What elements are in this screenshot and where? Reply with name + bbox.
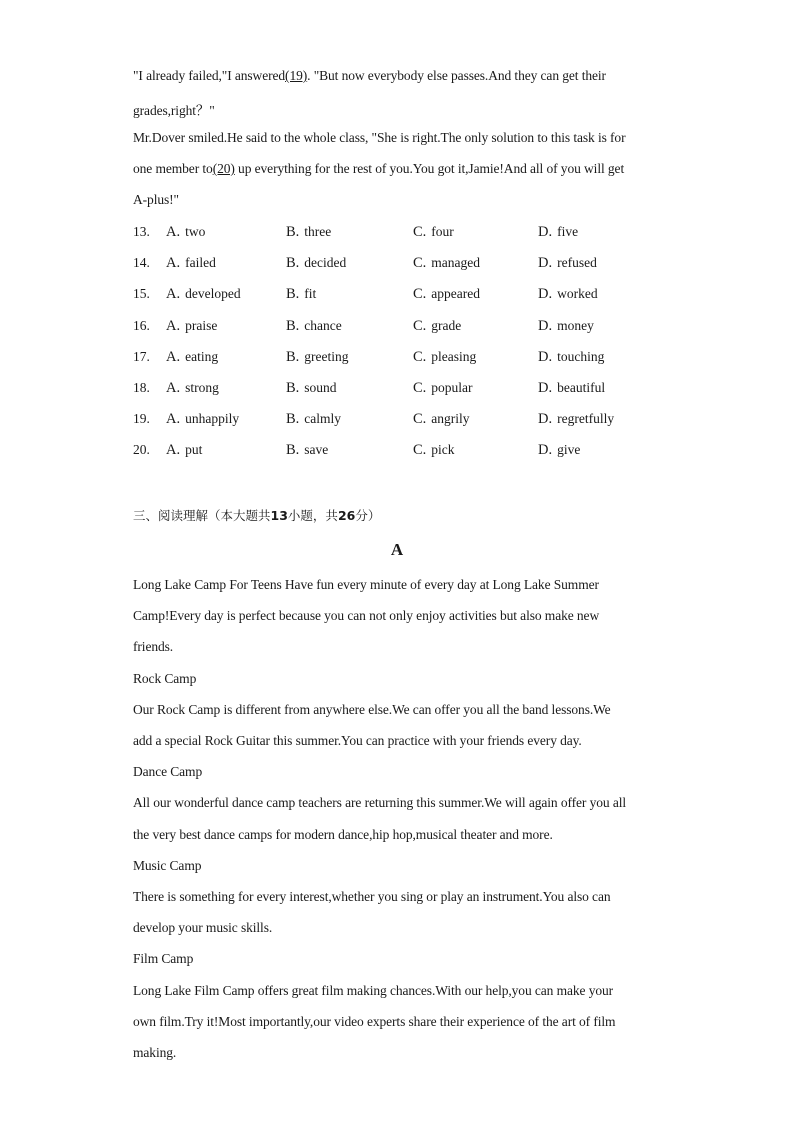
option-text: three	[304, 224, 332, 239]
answer-option[interactable]	[538, 380, 605, 397]
answer-option[interactable]	[413, 255, 480, 272]
option-text: appeared	[431, 286, 481, 302]
option-text: unhappily	[185, 411, 240, 427]
option-letter: B.	[286, 348, 300, 365]
passage-line: All our wonderful dance camp teachers are returning this summer.We will again offer you all	[133, 795, 627, 811]
option-letter: D.	[538, 224, 553, 240]
answer-option[interactable]	[166, 349, 218, 366]
question-number: 20.	[133, 442, 150, 458]
answer-option[interactable]	[286, 380, 337, 397]
answer-option[interactable]	[286, 411, 341, 428]
blank-19: (19)	[285, 68, 308, 83]
option-text: sound	[304, 380, 337, 395]
option-letter: C.	[413, 317, 427, 334]
option-letter: C.	[413, 380, 427, 396]
answer-option[interactable]	[538, 224, 578, 241]
story-text: "I already failed,"I answered	[133, 68, 286, 83]
option-letter: D.	[538, 348, 553, 365]
option-text: calmly	[304, 411, 342, 427]
story-line-2: grades,right？"	[133, 103, 215, 118]
option-text: four	[431, 224, 454, 239]
question-row	[133, 318, 663, 338]
option-letter: D.	[538, 317, 553, 334]
option-text: beautiful	[557, 380, 606, 395]
option-text: failed	[185, 255, 216, 271]
option-letter: A.	[166, 255, 181, 272]
option-letter: A.	[166, 286, 181, 303]
option-letter: B.	[286, 380, 300, 396]
answer-option[interactable]	[413, 380, 473, 397]
option-letter: C.	[413, 255, 427, 272]
passage-line: Dance Camp	[133, 764, 203, 780]
option-letter: B.	[286, 317, 300, 334]
section-count: 13	[270, 508, 288, 523]
passage-line: making.	[133, 1045, 177, 1060]
answer-option[interactable]	[286, 318, 342, 335]
answer-option[interactable]	[166, 286, 241, 303]
option-text: fit	[304, 286, 317, 302]
option-letter: B.	[286, 286, 300, 303]
option-letter: D.	[538, 411, 553, 428]
option-letter: C.	[413, 348, 427, 365]
answer-option[interactable]	[538, 255, 597, 272]
passage-line: There is something for every interest,whether you sing or play an instrument.You also can	[133, 889, 611, 904]
question-row	[133, 349, 663, 369]
option-text: five	[557, 224, 579, 239]
option-letter: A.	[166, 411, 181, 428]
passage-line: Rock Camp	[133, 670, 197, 686]
option-text: money	[557, 317, 594, 333]
option-text: two	[185, 224, 206, 239]
option-letter: D.	[538, 442, 553, 459]
option-letter: C.	[413, 411, 427, 428]
option-text: strong	[185, 380, 219, 395]
option-letter: C.	[413, 286, 427, 303]
story-text: one member to	[133, 161, 213, 176]
answer-option[interactable]	[166, 442, 202, 459]
question-number: 15.	[133, 286, 150, 302]
option-letter: B.	[286, 442, 300, 459]
answer-option[interactable]	[166, 224, 205, 241]
story-line-5: A-plus!"	[133, 192, 179, 207]
option-text: managed	[431, 255, 481, 271]
passage-line: friends.	[133, 639, 174, 655]
answer-option[interactable]	[166, 380, 219, 397]
question-row	[133, 411, 663, 431]
answer-option[interactable]	[413, 318, 461, 335]
passage-line: Our Rock Camp is different from anywhere else.We can offer you all the band lessons.We	[133, 701, 611, 717]
option-letter: A.	[166, 380, 181, 396]
option-text: chance	[304, 317, 342, 333]
section-title	[133, 506, 380, 524]
option-text: popular	[431, 380, 473, 395]
option-text: refused	[557, 255, 597, 271]
option-text: put	[185, 442, 203, 458]
answer-option[interactable]	[538, 349, 604, 366]
option-text: angrily	[431, 411, 470, 427]
answer-option[interactable]	[413, 286, 480, 303]
answer-option[interactable]	[538, 442, 580, 459]
passage-line: the very best dance camps for modern dance,hip hop,musical theater and more.	[133, 826, 553, 842]
answer-option[interactable]	[286, 349, 349, 366]
answer-option[interactable]	[286, 255, 346, 272]
passage-line: own film.Try it!Most importantly,our video experts share their experience of the art of film	[133, 1013, 616, 1029]
option-letter: C.	[413, 442, 427, 459]
question-number: 17.	[133, 348, 150, 364]
answer-option[interactable]	[286, 286, 316, 303]
option-text: decided	[304, 255, 347, 271]
option-letter: A.	[166, 442, 181, 459]
question-row	[133, 286, 663, 306]
question-row	[133, 224, 663, 244]
option-letter: D.	[538, 255, 553, 272]
section-text: 小题，共	[287, 508, 338, 523]
option-letter: B.	[286, 411, 300, 428]
story-line-4	[133, 161, 624, 177]
option-text: regretfully	[557, 411, 615, 427]
section-text: 三、阅读理解（本大题共	[133, 508, 271, 523]
passage-line: develop your music skills.	[133, 920, 273, 936]
question-number: 13.	[133, 224, 150, 239]
option-letter: D.	[538, 380, 553, 396]
option-letter: B.	[286, 255, 300, 272]
question-number: 19.	[133, 411, 150, 427]
answer-option[interactable]	[413, 224, 454, 241]
answer-option[interactable]	[286, 442, 328, 459]
option-letter: C.	[413, 224, 427, 240]
answer-option[interactable]	[166, 411, 239, 428]
question-row	[133, 255, 663, 275]
option-text: greeting	[304, 348, 349, 364]
option-text: worked	[557, 286, 598, 302]
option-letter: A.	[166, 224, 181, 240]
question-row	[133, 380, 663, 400]
option-text: touching	[557, 348, 605, 364]
answer-option[interactable]	[166, 255, 216, 272]
story-text: . "But now everybody else passes.And they can get their	[307, 68, 606, 83]
passage-line: add a special Rock Guitar this summer.You can practice with your friends every day.	[133, 733, 582, 748]
blank-20: (20)	[212, 161, 235, 176]
question-number: 14.	[133, 255, 150, 271]
story-line-3: Mr.Dover smiled.He said to the whole class, "She is right.The only solution to this task is for	[133, 130, 626, 145]
answer-option[interactable]	[538, 318, 594, 335]
passage-heading: A	[390, 540, 404, 559]
passage-line: Long Lake Camp For Teens Have fun every minute of every day at Long Lake Summer	[133, 577, 599, 592]
option-letter: A.	[166, 348, 181, 365]
question-number: 16.	[133, 317, 150, 333]
option-text: eating	[185, 348, 219, 364]
question-row	[133, 442, 663, 462]
answer-option[interactable]	[538, 286, 598, 303]
option-text: save	[304, 442, 329, 458]
option-text: give	[557, 442, 581, 458]
passage-line: Camp!Every day is perfect because you can not only enjoy activities but also make new	[133, 608, 600, 624]
question-number: 18.	[133, 380, 150, 395]
section-score: 26	[337, 508, 356, 523]
option-letter: B.	[286, 224, 300, 240]
option-text: developed	[185, 286, 241, 302]
option-text: grade	[431, 317, 462, 333]
story-text: up everything for the rest of you.You got it,Jamie!And all of you will get	[234, 161, 625, 176]
answer-option[interactable]	[413, 442, 455, 459]
answer-option[interactable]	[166, 318, 217, 335]
option-letter: A.	[166, 317, 181, 334]
option-letter: D.	[538, 286, 553, 303]
passage-line: Music Camp	[133, 857, 202, 873]
passage-line: Film Camp	[133, 951, 194, 967]
option-text: praise	[185, 317, 218, 333]
answer-option[interactable]	[538, 411, 614, 428]
option-text: pleasing	[431, 348, 477, 364]
passage-line: Long Lake Film Camp offers great film making chances.With our help,you can make your	[133, 982, 614, 998]
story-line-1	[133, 68, 606, 84]
answer-option[interactable]	[413, 411, 470, 428]
answer-option[interactable]	[413, 349, 476, 366]
section-text: 分）	[355, 508, 381, 523]
option-text: pick	[431, 442, 455, 458]
answer-option[interactable]	[286, 224, 331, 241]
